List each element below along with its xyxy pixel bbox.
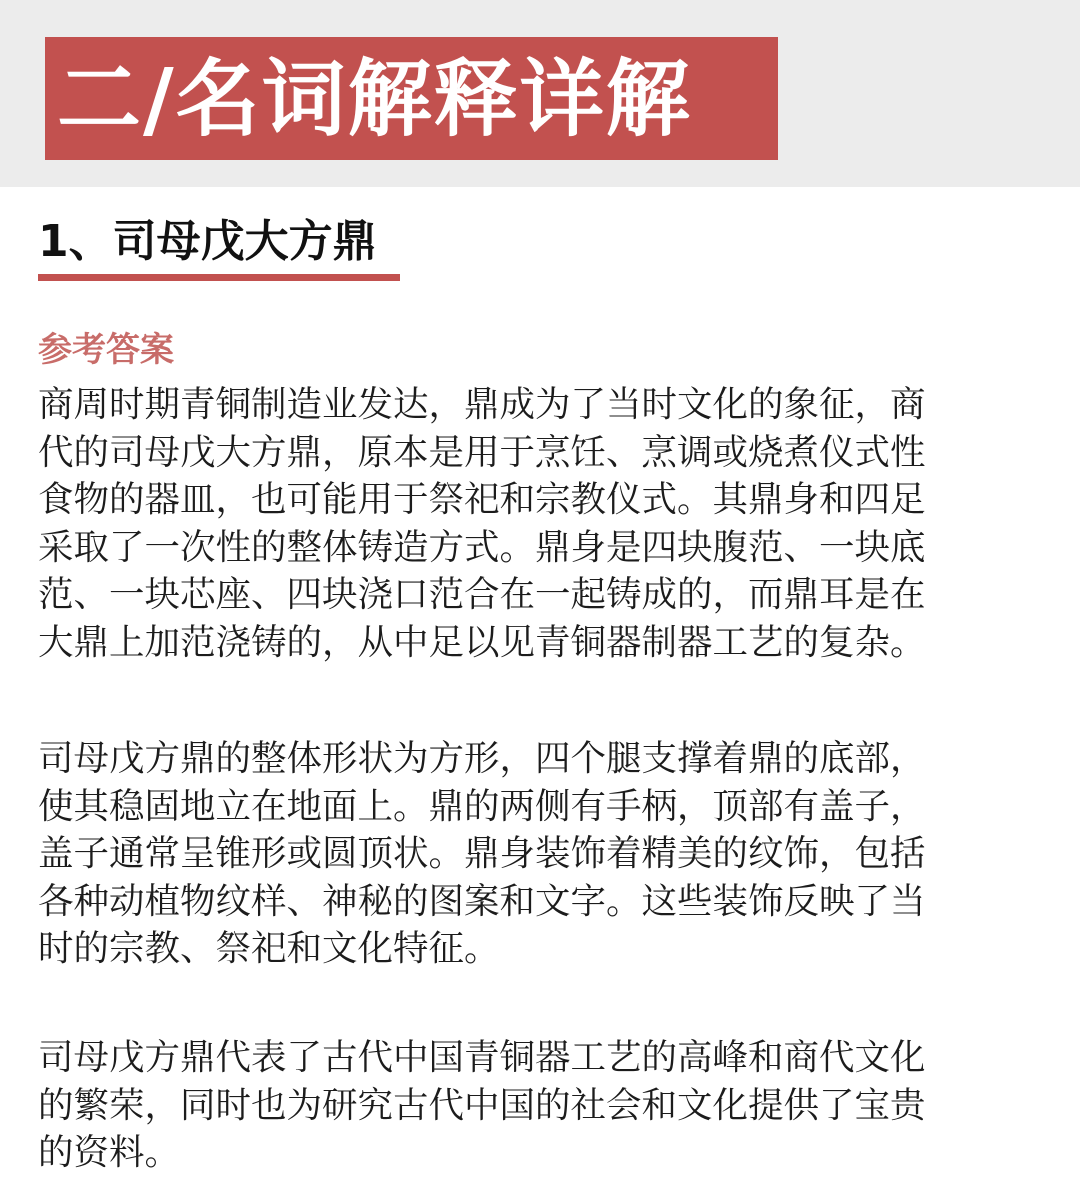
section-heading: 1、司母戊大方鼎 xyxy=(38,216,377,267)
paragraph-line: 采取了一次性的整体铸造方式。鼎身是四块腹范、一块底 xyxy=(38,526,926,568)
paragraph-line: 使其稳固地立在地面上。鼎的两侧有手柄，顶部有盖子， xyxy=(38,785,926,827)
title-banner xyxy=(45,37,778,160)
answer-label: 参考答案 xyxy=(38,330,174,370)
paragraph-line: 盖子通常呈锥形或圆顶状。鼎身装饰着精美的纹饰，包括 xyxy=(38,833,926,874)
paragraph-line: 时的宗教、祭祀和文化特征。 xyxy=(38,928,500,969)
paragraph-line: 的繁荣，同时也为研究古代中国的社会和文化提供了宝贵 xyxy=(38,1084,926,1126)
page-title: 二/名词解释详解 xyxy=(57,49,692,148)
section-heading-block xyxy=(38,216,400,281)
paragraph-line: 食物的器皿，也可能用于祭祀和宗教仪式。其鼎身和四足 xyxy=(38,479,926,520)
paragraph-line: 的资料。 xyxy=(38,1132,181,1173)
paragraph-line: 各种动植物纹样、神秘的图案和文字。这些装饰反映了当 xyxy=(38,880,926,922)
paragraph-1 xyxy=(38,381,1044,666)
paragraph-3 xyxy=(38,1034,1044,1177)
paragraph-line: 商周时期青铜制造业发达，鼎成为了当时文化的象征，商 xyxy=(38,384,926,425)
heading-underline xyxy=(38,274,400,281)
paragraph-line: 代的司母戊大方鼎，原本是用于烹饪、烹调或烧煮仪式性 xyxy=(38,431,926,473)
paragraph-line: 司母戊方鼎的整体形状为方形，四个腿支撑着鼎的底部， xyxy=(38,738,926,779)
paragraph-2 xyxy=(38,735,1044,973)
header-band xyxy=(0,0,1080,187)
paragraph-line: 司母戊方鼎代表了古代中国青铜器工艺的高峰和商代文化 xyxy=(38,1037,926,1078)
paragraph-line: 大鼎上加范浇铸的，从中足以见青铜器制器工艺的复杂。 xyxy=(38,621,926,663)
paragraph-line: 范、一块芯座、四块浇口范合在一起铸成的，而鼎耳是在 xyxy=(38,574,926,615)
